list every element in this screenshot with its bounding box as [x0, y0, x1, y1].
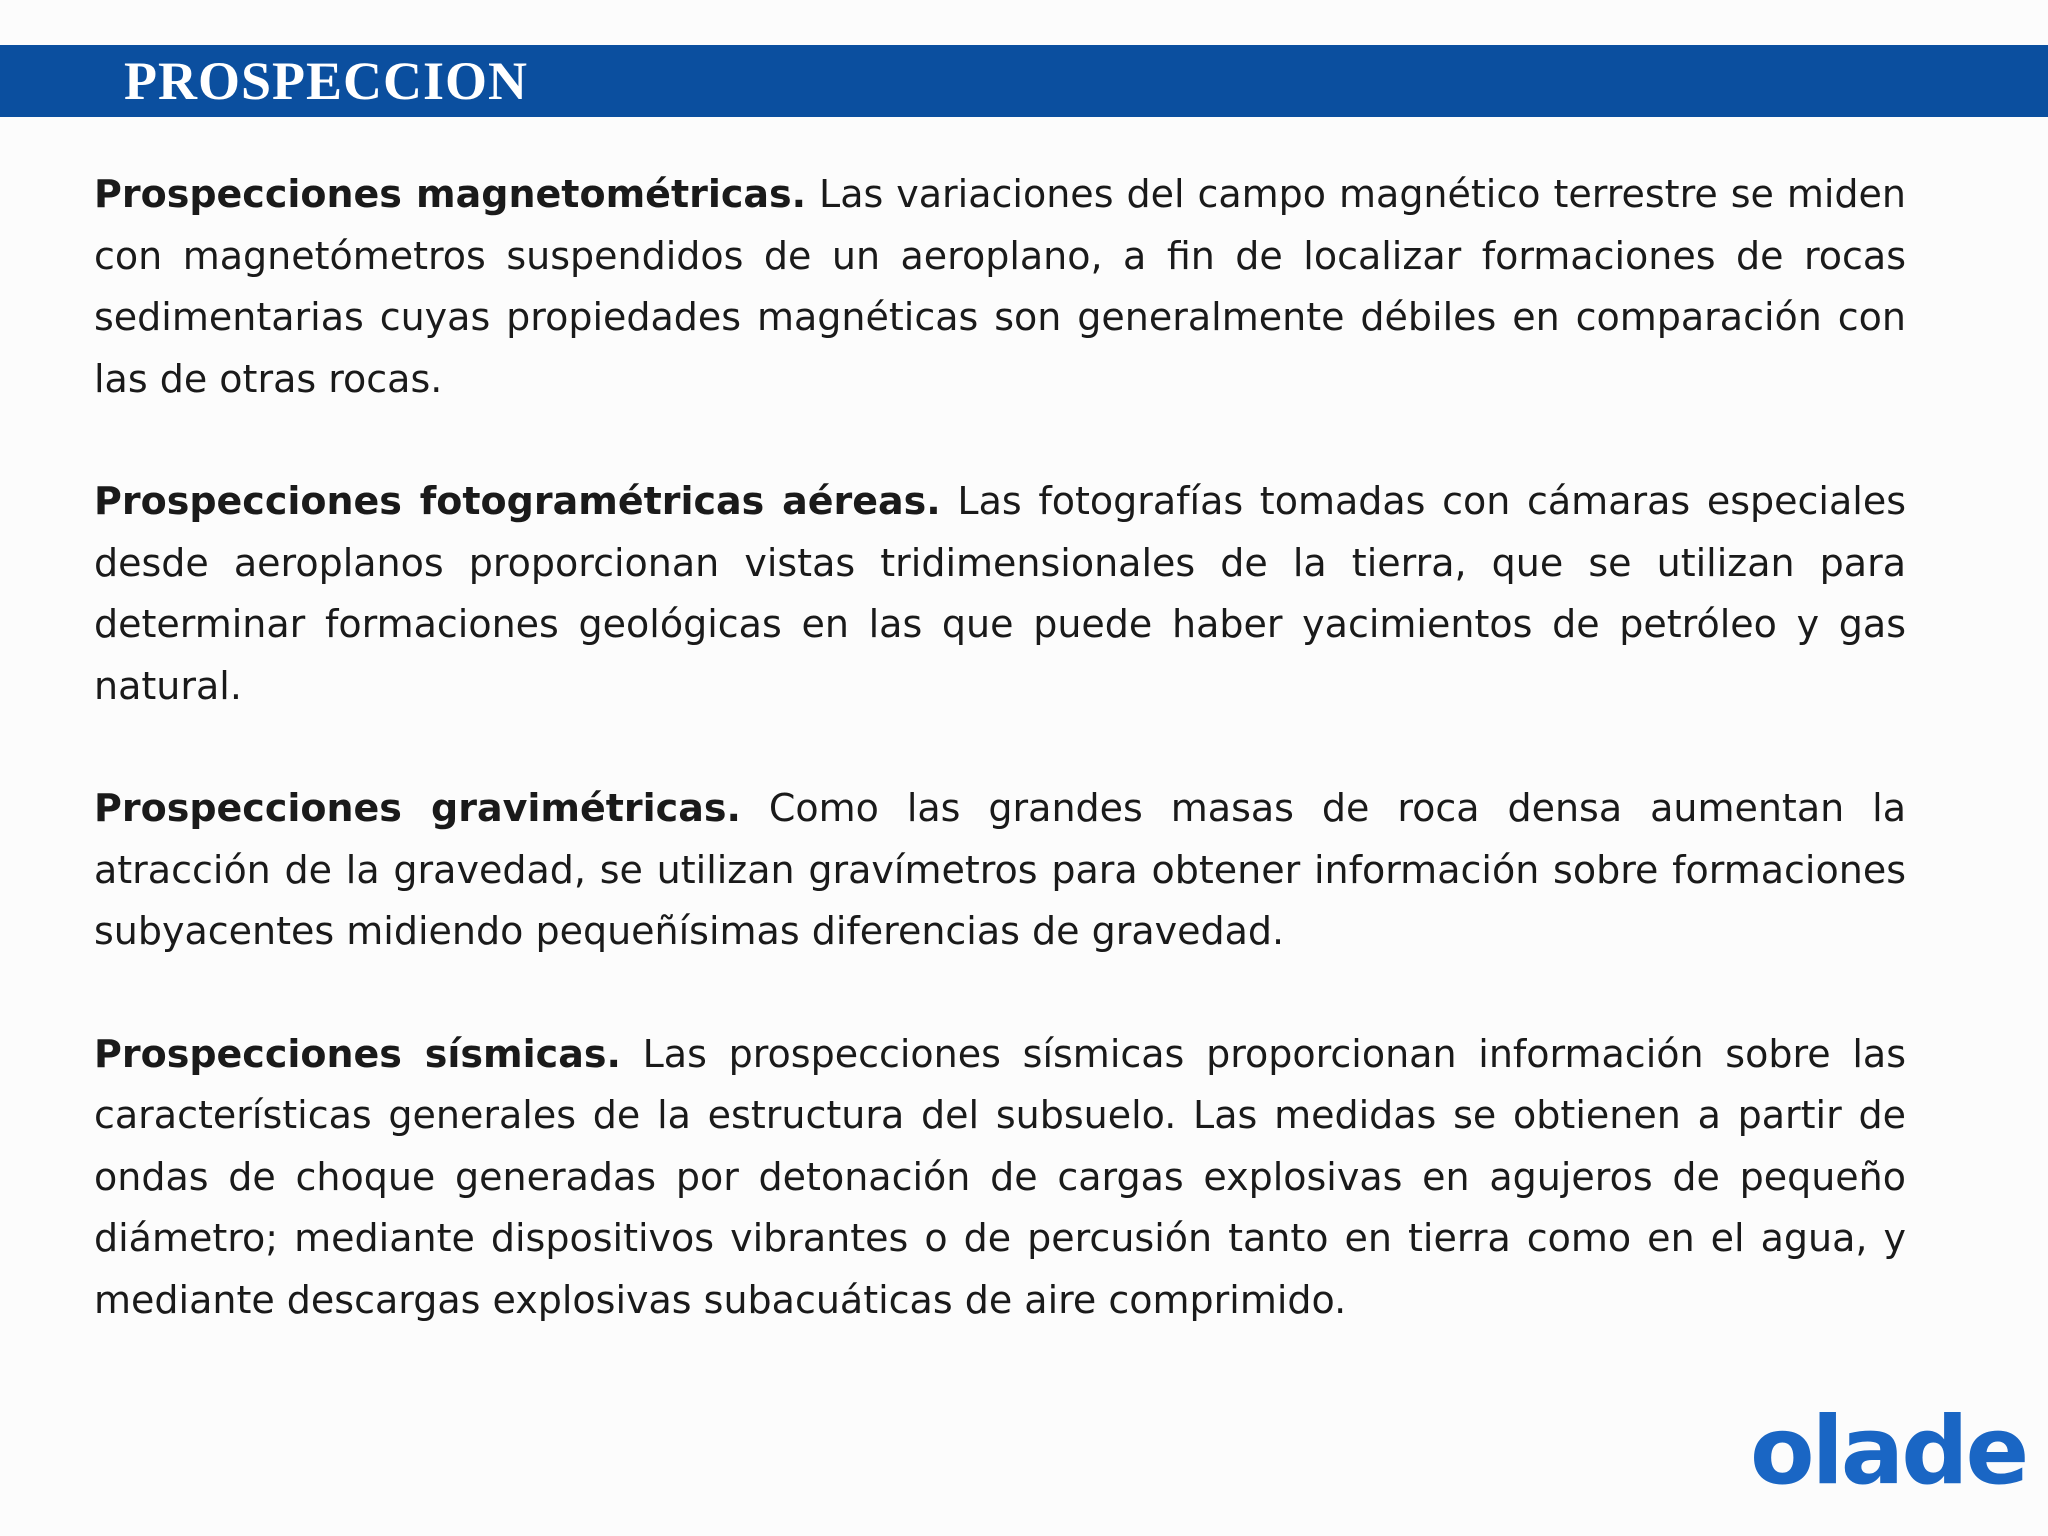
- paragraph-body: Como las grandes masas de roca densa aumentan la atracción de la gravedad, se utilizan gravímetros para obtener información sobre formaciones subyacentes midiendo pequeñísimas diferencias de gravedad.: [94, 786, 1906, 953]
- paragraph-body: Las fotografías tomadas con cámaras especiales desde aeroplanos proporcionan vistas tridimensionales de la tierra, que se utilizan para determinar formaciones geológicas en las que puede haber yacimientos de petróleo y gas natural.: [94, 479, 1907, 708]
- paragraph-heading: Prospecciones sísmicas.: [94, 1031, 621, 1076]
- paragraph-gravimetricas: [94, 778, 1906, 963]
- paragraph-heading: Prospecciones fotogramétricas aéreas.: [94, 479, 941, 523]
- olade-logo: olade: [1750, 1397, 2027, 1506]
- paragraph-heading: Prospecciones gravimétricas.: [94, 786, 741, 830]
- paragraph-sismicas: [94, 1024, 1906, 1332]
- header-bar: [0, 45, 2048, 117]
- paragraph-heading: Prospecciones magnetométricas.: [94, 172, 807, 216]
- paragraph-magnetometricas: [94, 164, 1906, 410]
- paragraph-fotogrametricas: [94, 471, 1906, 717]
- paragraph-body: Las variaciones del campo magnético terrestre se miden con magnetómetros suspendidos de un aeroplano, a fin de localizar formaciones de rocas sedimentarias cuyas propiedades magnéticas son generalmente débiles en comparación con las de otras rocas.: [94, 172, 1907, 401]
- page-title: PROSPECCION: [124, 51, 529, 111]
- paragraph-body: Las prospecciones sísmicas proporcionan información sobre las características generales de la estructura del subsuelo. Las medidas se obtienen a partir de ondas de choque generadas por detonación de cargas explosivas en agujeros de pequeño diámetro; mediante dispositivos vibrantes o de percusión tanto en tierra como en el agua, y mediante descargas explosivas subacuáticas de aire comprimido.: [94, 1031, 1907, 1322]
- slide-content: [94, 164, 1906, 1331]
